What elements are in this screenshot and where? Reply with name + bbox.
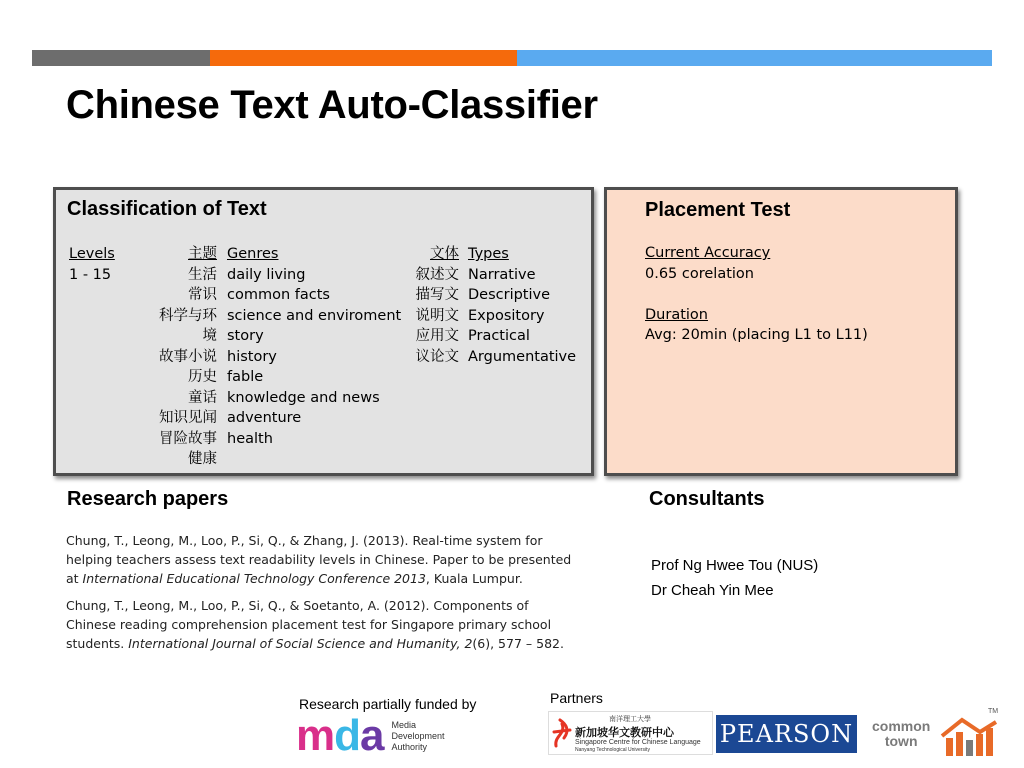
type-item: Descriptive xyxy=(468,287,551,303)
wentype-item: 描写文 xyxy=(415,287,459,303)
commontown-wordmark: common town xyxy=(872,718,931,749)
consultants-list xyxy=(651,553,818,603)
funded-by-label: Research partially funded by xyxy=(299,696,477,712)
paper-citation xyxy=(66,531,576,588)
placement-details xyxy=(645,243,868,346)
paper-authors: Chung, T., Leong, M., Loo, P., Si, Q., & Zhang, J. (2013). Real-time system for helping teachers assess text readability levels in Chinese. Paper to be presented at xyxy=(66,533,572,586)
accuracy-label: Current Accuracy xyxy=(645,245,771,261)
levels-column xyxy=(69,244,115,285)
classification-heading: Classification of Text xyxy=(67,198,267,220)
topic-item: 知识见闻 xyxy=(159,410,217,426)
genre-item: common facts xyxy=(227,287,330,303)
consultant-name: Dr Cheah Yin Mee xyxy=(651,582,774,599)
type-item: Argumentative xyxy=(468,348,577,365)
commontown-logo xyxy=(870,708,1000,760)
wentype-item: 议论文 xyxy=(415,348,459,365)
genres-column xyxy=(227,244,401,449)
type-item: Practical xyxy=(468,328,530,344)
type-item: Narrative xyxy=(468,266,536,283)
topic-item: 健康 xyxy=(188,451,217,467)
partners-label: Partners xyxy=(550,690,603,706)
topic-item: 境 xyxy=(202,328,217,344)
header-bar-gray xyxy=(32,50,210,66)
mda-subtitle: Media Development Authority xyxy=(391,719,445,752)
duration-label: Duration xyxy=(645,306,708,323)
paper-authors: Chung, T., Leong, M., Loo, P., Si, Q., & Soetanto, A. (2012). Components of Chinese reading comprehension placement test for Singapore primary school students. xyxy=(66,598,552,651)
wentype-item: 叙述文 xyxy=(415,266,459,283)
wentype-column xyxy=(395,244,459,367)
wentype-item: 说明文 xyxy=(415,307,459,324)
genre-item: fable xyxy=(227,369,264,385)
genre-item: knowledge and news xyxy=(227,389,380,406)
genre-item: daily living xyxy=(227,266,306,283)
wentype-item: 应用文 xyxy=(415,328,459,344)
levels-header: Levels xyxy=(69,246,115,262)
genre-item: adventure xyxy=(227,410,302,426)
topic-item: 生活 xyxy=(188,266,217,283)
topics-header: 主题 xyxy=(188,246,217,262)
topics-column xyxy=(140,244,217,470)
placement-heading: Placement Test xyxy=(645,199,791,221)
mda-wordmark: mda xyxy=(296,711,384,760)
genre-item: health xyxy=(227,430,273,447)
page-title: Chinese Text Auto-Classifier xyxy=(66,83,598,127)
research-papers-list xyxy=(66,531,576,661)
topic-item: 科学与环 xyxy=(159,307,217,324)
duration-value: Avg: 20min (placing L1 to L11) xyxy=(645,327,868,343)
header-bar-blue xyxy=(517,50,992,66)
mda-logo xyxy=(296,711,445,760)
levels-value: 1 - 15 xyxy=(69,266,112,283)
paper-citation xyxy=(66,596,576,653)
header-bar-orange xyxy=(210,50,517,66)
types-header: Types xyxy=(468,246,509,262)
genre-item: history xyxy=(227,348,277,365)
paper-tail: (6), 577 – 582. xyxy=(472,636,564,651)
topic-item: 故事小说 xyxy=(159,348,217,365)
paper-tail: , Kuala Lumpur. xyxy=(425,571,523,586)
consultants-heading: Consultants xyxy=(649,488,765,510)
sccl-cn-top: 南洋理工大學 xyxy=(609,715,651,723)
research-heading: Research papers xyxy=(67,488,229,510)
paper-venue: International Educational Technology Conference 2013 xyxy=(82,571,426,586)
genre-item: science and enviroment xyxy=(227,307,402,324)
topic-item: 历史 xyxy=(188,369,217,385)
consultant-name: Prof Ng Hwee Tou (NUS) xyxy=(651,557,819,574)
wentype-header: 文体 xyxy=(430,246,459,262)
sccl-logo xyxy=(548,711,713,755)
genres-header: Genres xyxy=(227,246,279,262)
type-item: Expository xyxy=(468,307,545,324)
topic-item: 冒险故事 xyxy=(159,430,217,447)
types-column xyxy=(468,244,576,367)
topic-item: 童话 xyxy=(188,389,217,406)
accuracy-value: 0.65 corelation xyxy=(645,265,754,282)
sccl-emblem-icon xyxy=(552,716,574,750)
topic-item: 常识 xyxy=(188,287,217,303)
pearson-logo: PEARSON xyxy=(716,715,857,753)
sccl-cn-name: 新加坡华文教研中心 xyxy=(575,726,674,739)
sccl-en-name: Singapore Centre for Chinese Language Nanyang Technological University xyxy=(575,739,701,753)
paper-journal: International Journal of Social Science and Humanity, 2 xyxy=(128,636,473,651)
genre-item: story xyxy=(227,328,264,344)
commontown-tm: TM xyxy=(988,708,999,715)
commontown-building-icon xyxy=(940,710,1000,760)
